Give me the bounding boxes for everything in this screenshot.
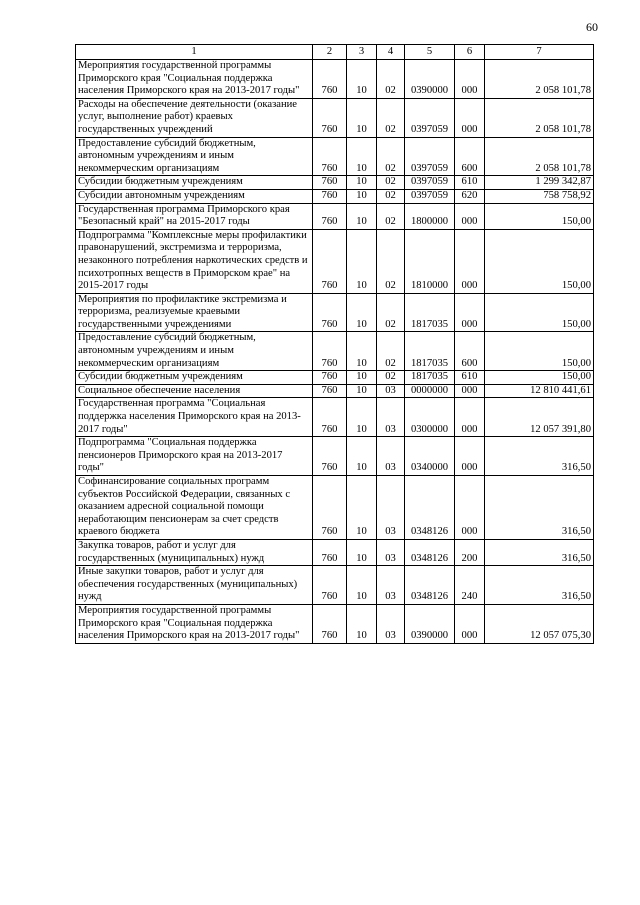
row-ved-cell: 760 [313, 176, 347, 190]
row-pr-cell: 02 [377, 137, 405, 176]
row-csr-cell: 0000000 [405, 384, 455, 398]
table-row [76, 60, 594, 99]
table-header-row [76, 45, 594, 60]
row-ved-cell: 760 [313, 332, 347, 371]
row-name-cell: Софинансирование социальных программ субъектов Российской Федерации, связанных с оказанием адресной социальной помощи неработающим пенсионерам за счет средств краевого бюджета [76, 476, 313, 540]
row-vr-cell: 000 [455, 229, 485, 293]
row-rz-cell: 10 [347, 476, 377, 540]
row-pr-cell: 02 [377, 203, 405, 229]
row-ved-cell: 760 [313, 229, 347, 293]
table-row [76, 398, 594, 437]
row-csr-cell: 1810000 [405, 229, 455, 293]
header-cell-rz: 3 [347, 45, 377, 60]
row-vr-cell: 000 [455, 98, 485, 137]
page-number: 60 [586, 20, 598, 34]
header-cell-vr: 6 [455, 45, 485, 60]
row-sum-cell: 150,00 [485, 203, 594, 229]
header-cell-name: 1 [76, 45, 313, 60]
table-row [76, 137, 594, 176]
row-csr-cell: 0348126 [405, 476, 455, 540]
row-rz-cell: 10 [347, 539, 377, 565]
row-pr-cell: 02 [377, 229, 405, 293]
row-csr-cell: 0348126 [405, 539, 455, 565]
row-vr-cell: 610 [455, 176, 485, 190]
row-ved-cell: 760 [313, 384, 347, 398]
header-cell-sum: 7 [485, 45, 594, 60]
row-csr-cell: 0348126 [405, 566, 455, 605]
table-row [76, 604, 594, 643]
header-cell-ved: 2 [313, 45, 347, 60]
row-sum-cell: 2 058 101,78 [485, 137, 594, 176]
table-row [76, 371, 594, 385]
table-body [76, 60, 594, 644]
row-sum-cell: 150,00 [485, 293, 594, 332]
row-vr-cell: 610 [455, 371, 485, 385]
row-name-cell: Субсидии бюджетным учреждениям [76, 176, 313, 190]
row-name-cell: Подпрограмма "Комплексные меры профилактики правонарушений, экстремизма и терроризма, незаконного потребления наркотических средств и психотропных веществ в Приморском крае" на 2015-2017 годы [76, 229, 313, 293]
row-rz-cell: 10 [347, 229, 377, 293]
row-sum-cell: 12 810 441,61 [485, 384, 594, 398]
table-row [76, 189, 594, 203]
row-vr-cell: 000 [455, 604, 485, 643]
row-sum-cell: 316,50 [485, 566, 594, 605]
row-pr-cell: 02 [377, 98, 405, 137]
row-ved-cell: 760 [313, 189, 347, 203]
table-row [76, 229, 594, 293]
table-row [76, 332, 594, 371]
row-sum-cell: 316,50 [485, 539, 594, 565]
row-csr-cell: 0300000 [405, 398, 455, 437]
row-csr-cell: 0397059 [405, 176, 455, 190]
row-name-cell: Подпрограмма "Социальная поддержка пенсионеров Приморского края на 2013-2017 годы" [76, 437, 313, 476]
row-pr-cell: 02 [377, 371, 405, 385]
row-ved-cell: 760 [313, 539, 347, 565]
row-vr-cell: 000 [455, 476, 485, 540]
row-name-cell: Мероприятия государственной программы Приморского края "Социальная поддержка населения Приморского края на 2013-2017 годы" [76, 604, 313, 643]
row-pr-cell: 02 [377, 332, 405, 371]
row-pr-cell: 03 [377, 476, 405, 540]
row-ved-cell: 760 [313, 203, 347, 229]
row-ved-cell: 760 [313, 437, 347, 476]
row-sum-cell: 150,00 [485, 332, 594, 371]
row-rz-cell: 10 [347, 293, 377, 332]
row-ved-cell: 760 [313, 476, 347, 540]
row-ved-cell: 760 [313, 604, 347, 643]
row-rz-cell: 10 [347, 60, 377, 99]
row-ved-cell: 760 [313, 566, 347, 605]
row-sum-cell: 316,50 [485, 476, 594, 540]
row-ved-cell: 760 [313, 98, 347, 137]
row-name-cell: Мероприятия государственной программы Приморского края "Социальная поддержка населения Приморского края на 2013-2017 годы" [76, 60, 313, 99]
row-rz-cell: 10 [347, 398, 377, 437]
row-csr-cell: 0397059 [405, 189, 455, 203]
row-pr-cell: 02 [377, 176, 405, 190]
row-sum-cell: 2 058 101,78 [485, 60, 594, 99]
row-rz-cell: 10 [347, 604, 377, 643]
row-vr-cell: 620 [455, 189, 485, 203]
row-rz-cell: 10 [347, 189, 377, 203]
row-ved-cell: 760 [313, 60, 347, 99]
row-name-cell: Иные закупки товаров, работ и услуг для обеспечения государственных (муниципальных) нужд [76, 566, 313, 605]
row-pr-cell: 03 [377, 566, 405, 605]
table-row [76, 176, 594, 190]
row-rz-cell: 10 [347, 332, 377, 371]
row-name-cell: Закупка товаров, работ и услуг для государственных (муниципальных) нужд [76, 539, 313, 565]
table-row [76, 203, 594, 229]
row-rz-cell: 10 [347, 437, 377, 476]
row-rz-cell: 10 [347, 384, 377, 398]
header-cell-pr: 4 [377, 45, 405, 60]
table-row [76, 384, 594, 398]
header-cell-csr: 5 [405, 45, 455, 60]
row-sum-cell: 150,00 [485, 229, 594, 293]
row-sum-cell: 12 057 391,80 [485, 398, 594, 437]
row-rz-cell: 10 [347, 98, 377, 137]
row-sum-cell: 758 758,92 [485, 189, 594, 203]
table-row [76, 566, 594, 605]
row-pr-cell: 03 [377, 437, 405, 476]
row-csr-cell: 1817035 [405, 371, 455, 385]
row-sum-cell: 150,00 [485, 371, 594, 385]
row-csr-cell: 1817035 [405, 293, 455, 332]
row-pr-cell: 03 [377, 384, 405, 398]
table-row [76, 98, 594, 137]
row-csr-cell: 0390000 [405, 604, 455, 643]
row-pr-cell: 02 [377, 60, 405, 99]
row-vr-cell: 000 [455, 60, 485, 99]
row-csr-cell: 1817035 [405, 332, 455, 371]
row-csr-cell: 0397059 [405, 98, 455, 137]
row-ved-cell: 760 [313, 293, 347, 332]
row-name-cell: Государственная программа Приморского края "Безопасный край" на 2015-2017 годы [76, 203, 313, 229]
row-csr-cell: 0390000 [405, 60, 455, 99]
row-name-cell: Субсидии бюджетным учреждениям [76, 371, 313, 385]
row-vr-cell: 000 [455, 203, 485, 229]
row-sum-cell: 12 057 075,30 [485, 604, 594, 643]
row-name-cell: Субсидии автономным учреждениям [76, 189, 313, 203]
row-sum-cell: 2 058 101,78 [485, 98, 594, 137]
row-csr-cell: 0397059 [405, 137, 455, 176]
row-rz-cell: 10 [347, 371, 377, 385]
budget-table [75, 44, 594, 644]
row-pr-cell: 02 [377, 189, 405, 203]
row-name-cell: Мероприятия по профилактике экстремизма и терроризма, реализуемые краевыми государственными учреждениями [76, 293, 313, 332]
row-ved-cell: 760 [313, 137, 347, 176]
row-name-cell: Предоставление субсидий бюджетным, автономным учреждениям и иным некоммерческим организациям [76, 137, 313, 176]
row-vr-cell: 000 [455, 293, 485, 332]
row-name-cell: Государственная программа "Социальная поддержка населения Приморского края на 2013-2017 годы" [76, 398, 313, 437]
row-ved-cell: 760 [313, 398, 347, 437]
row-rz-cell: 10 [347, 176, 377, 190]
table-row [76, 476, 594, 540]
row-vr-cell: 000 [455, 437, 485, 476]
row-pr-cell: 03 [377, 539, 405, 565]
row-ved-cell: 760 [313, 371, 347, 385]
row-vr-cell: 000 [455, 384, 485, 398]
table-row [76, 293, 594, 332]
row-vr-cell: 240 [455, 566, 485, 605]
row-csr-cell: 1800000 [405, 203, 455, 229]
row-rz-cell: 10 [347, 566, 377, 605]
row-pr-cell: 03 [377, 604, 405, 643]
row-csr-cell: 0340000 [405, 437, 455, 476]
row-name-cell: Предоставление субсидий бюджетным, автономным учреждениям и иным некоммерческим организациям [76, 332, 313, 371]
row-vr-cell: 600 [455, 137, 485, 176]
row-pr-cell: 02 [377, 293, 405, 332]
table-row [76, 539, 594, 565]
row-vr-cell: 600 [455, 332, 485, 371]
row-rz-cell: 10 [347, 203, 377, 229]
row-sum-cell: 1 299 342,87 [485, 176, 594, 190]
row-vr-cell: 000 [455, 398, 485, 437]
row-sum-cell: 316,50 [485, 437, 594, 476]
row-vr-cell: 200 [455, 539, 485, 565]
row-pr-cell: 03 [377, 398, 405, 437]
row-name-cell: Социальное обеспечение населения [76, 384, 313, 398]
table-row [76, 437, 594, 476]
row-name-cell: Расходы на обеспечение деятельности (оказание услуг, выполнение работ) краевых государственных учреждений [76, 98, 313, 137]
row-rz-cell: 10 [347, 137, 377, 176]
